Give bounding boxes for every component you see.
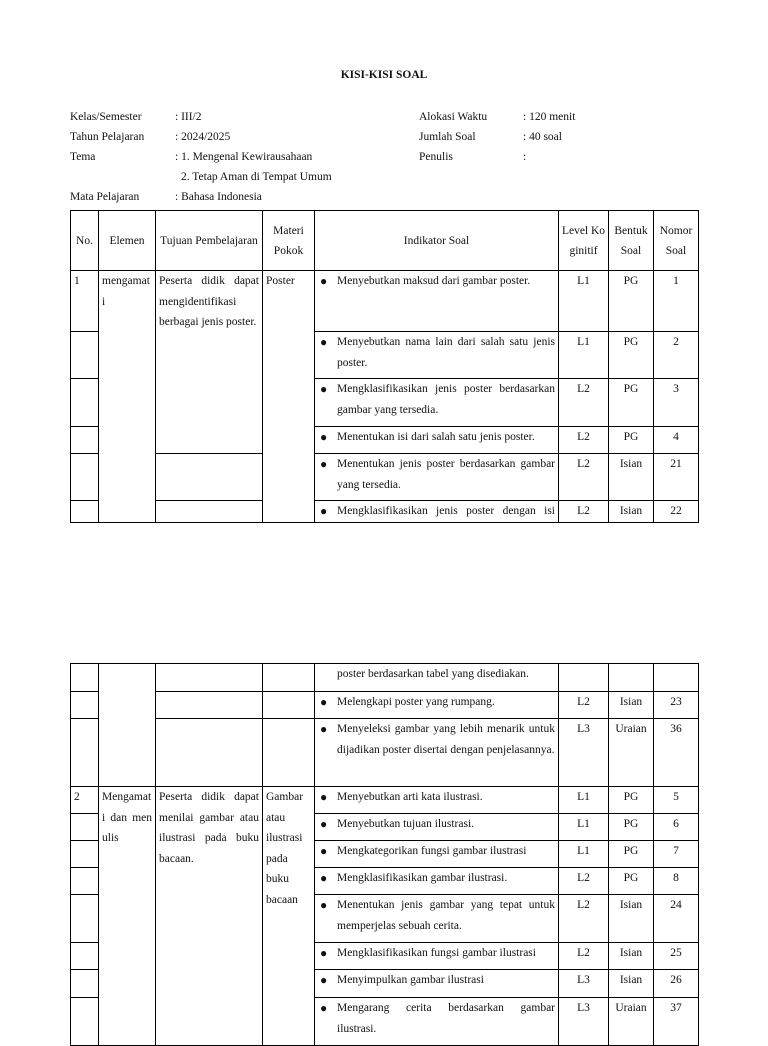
level-cell: L1 xyxy=(559,332,609,379)
nomor-cell: 24 xyxy=(654,895,699,943)
nomor-cell: 26 xyxy=(654,970,699,998)
bentuk-cell: PG xyxy=(609,271,654,332)
tahun-value: : 2024/2025 xyxy=(175,131,231,143)
tema-label: Tema xyxy=(70,151,96,163)
bullet-icon: ● xyxy=(320,871,328,885)
bullet-icon: ● xyxy=(320,430,328,444)
bentuk-cell: PG xyxy=(609,868,654,895)
nomor-cell: 1 xyxy=(654,271,699,332)
nomor-cell: 5 xyxy=(654,787,699,814)
table-row xyxy=(71,787,699,814)
row-elemen: mengamati xyxy=(99,271,156,523)
jumlah-label: Jumlah Soal xyxy=(419,131,476,143)
bullet-icon: ● xyxy=(320,335,328,349)
penulis-value: : xyxy=(523,151,527,163)
level-cell: L1 xyxy=(559,841,609,868)
kisi-table-page-2 xyxy=(70,663,699,1046)
nomor-cell: 6 xyxy=(654,814,699,841)
bullet-icon: ● xyxy=(320,973,328,987)
tema-value-2: 2. Tetap Aman di Tempat Umum xyxy=(181,171,332,183)
table-row xyxy=(71,664,699,692)
indikator-cell: ● Menyebutkan arti kata ilustrasi. xyxy=(315,787,559,814)
nomor-cell: 36 xyxy=(654,719,699,787)
bentuk-cell: Isian xyxy=(609,970,654,998)
bentuk-cell: PG xyxy=(609,332,654,379)
tema-value-1: : 1. Mengenal Kewirausahaan xyxy=(175,151,313,163)
nomor-cell: 23 xyxy=(654,692,699,719)
row-no: 2 xyxy=(71,787,99,814)
level-cell: L2 xyxy=(559,868,609,895)
bentuk-cell: Isian xyxy=(609,454,654,501)
level-cell: L1 xyxy=(559,271,609,332)
indikator-cell: ● Menentukan isi dari salah satu jenis poster. xyxy=(315,427,559,454)
level-cell: L2 xyxy=(559,427,609,454)
indikator-cell: ● Menyebutkan tujuan ilustrasi. xyxy=(315,814,559,841)
nomor-cell: 21 xyxy=(654,454,699,501)
indikator-cell: ● Menyimpulkan gambar ilustrasi xyxy=(315,970,559,998)
header-level: Level Koginitif xyxy=(559,211,609,271)
indikator-cell: ● Menyeleksi gambar yang lebih menarik untuk dijadikan poster disertai dengan penjelasannya. xyxy=(315,719,559,787)
header-elemen: Elemen xyxy=(99,211,156,271)
table-row xyxy=(71,692,699,719)
level-cell: L2 xyxy=(559,501,609,523)
kelas-value: : III/2 xyxy=(175,111,202,123)
bentuk-cell: PG xyxy=(609,379,654,427)
level-cell: L2 xyxy=(559,895,609,943)
nomor-cell: 25 xyxy=(654,943,699,970)
nomor-cell: 4 xyxy=(654,427,699,454)
row-tujuan: Peserta didik dapat mengidentifikasi berbagai jenis poster. xyxy=(156,271,263,454)
header-nomor: Nomor Soal xyxy=(654,211,699,271)
nomor-cell: 2 xyxy=(654,332,699,379)
indikator-cell: ● Mengkategorikan fungsi gambar ilustrasi xyxy=(315,841,559,868)
level-cell: L2 xyxy=(559,943,609,970)
indikator-continuation: poster berdasarkan tabel yang disediakan. xyxy=(315,664,559,692)
table-row xyxy=(71,719,699,787)
bentuk-cell: Uraian xyxy=(609,719,654,787)
nomor-cell: 3 xyxy=(654,379,699,427)
level-cell: L3 xyxy=(559,970,609,998)
nomor-cell: 7 xyxy=(654,841,699,868)
header-materi: Materi Pokok xyxy=(263,211,315,271)
kelas-label: Kelas/Semester xyxy=(70,111,142,123)
table-row xyxy=(71,454,699,501)
indikator-cell: ● Mengklasifikasikan jenis poster berdasarkan gambar yang tersedia. xyxy=(315,379,559,427)
bullet-icon: ● xyxy=(320,790,328,804)
bullet-icon: ● xyxy=(320,695,328,709)
header-indikator: Indikator Soal xyxy=(315,211,559,271)
bentuk-cell: PG xyxy=(609,787,654,814)
bentuk-cell: Isian xyxy=(609,501,654,523)
row-materi: Gambar atau ilustrasi pada buku bacaan xyxy=(263,787,315,1046)
bentuk-cell: Isian xyxy=(609,895,654,943)
indikator-cell: ● Mengklasifikasikan gambar ilustrasi. xyxy=(315,868,559,895)
jumlah-value: : 40 soal xyxy=(523,131,562,143)
bentuk-cell: Isian xyxy=(609,943,654,970)
nomor-cell: 22 xyxy=(654,501,699,523)
bentuk-cell: PG xyxy=(609,814,654,841)
level-cell: L2 xyxy=(559,454,609,501)
bullet-icon: ● xyxy=(320,274,328,288)
mapel-value: : Bahasa Indonesia xyxy=(175,191,262,203)
indikator-cell: ● Mengklasifikasikan jenis poster dengan isi xyxy=(315,501,559,523)
document-meta xyxy=(0,0,768,210)
table-row xyxy=(71,501,699,523)
indikator-cell: ● Menentukan jenis gambar yang tepat untuk memperjelas sebuah cerita. xyxy=(315,895,559,943)
page-title: KISI-KISI SOAL xyxy=(340,69,428,81)
header-no: No. xyxy=(71,211,99,271)
row-no: 1 xyxy=(71,271,99,332)
bentuk-cell: PG xyxy=(609,427,654,454)
tahun-label: Tahun Pelajaran xyxy=(70,131,145,143)
bullet-icon: ● xyxy=(320,817,328,831)
level-cell: L1 xyxy=(559,814,609,841)
mapel-label: Mata Pelajaran xyxy=(70,191,140,203)
bullet-icon: ● xyxy=(320,457,328,471)
row-tujuan: Peserta didik dapat menilai gambar atau ilustrasi pada buku bacaan. xyxy=(156,787,263,1046)
nomor-cell: 8 xyxy=(654,868,699,895)
table-row xyxy=(71,271,699,332)
bullet-icon: ● xyxy=(320,504,328,518)
bullet-icon: ● xyxy=(320,382,328,396)
bullet-icon: ● xyxy=(320,898,328,912)
level-cell: L1 xyxy=(559,787,609,814)
bullet-icon: ● xyxy=(320,1001,328,1015)
level-cell: L3 xyxy=(559,719,609,787)
indikator-cell: ● Melengkapi poster yang rumpang. xyxy=(315,692,559,719)
alokasi-value: : 120 menit xyxy=(523,111,576,123)
indikator-cell: ● Menyebutkan maksud dari gambar poster. xyxy=(315,271,559,332)
row-materi: Poster xyxy=(263,271,315,523)
header-bentuk: Bentuk Soal xyxy=(609,211,654,271)
header-tujuan: Tujuan Pembelajaran xyxy=(156,211,263,271)
level-cell: L2 xyxy=(559,379,609,427)
nomor-cell: 37 xyxy=(654,998,699,1046)
indikator-cell: ● Mengarang cerita berdasarkan gambar ilustrasi. xyxy=(315,998,559,1046)
level-cell: L3 xyxy=(559,998,609,1046)
indikator-cell: ● Menyebutkan nama lain dari salah satu jenis poster. xyxy=(315,332,559,379)
row-elemen: Mengamati dan menulis xyxy=(99,787,156,1046)
penulis-label: Penulis xyxy=(419,151,453,163)
bullet-icon: ● xyxy=(320,946,328,960)
kisi-table-page-1 xyxy=(70,210,699,523)
bentuk-cell: Uraian xyxy=(609,998,654,1046)
bullet-icon: ● xyxy=(320,722,328,736)
table-header-row xyxy=(71,211,699,271)
bullet-icon: ● xyxy=(320,844,328,858)
alokasi-label: Alokasi Waktu xyxy=(419,111,488,123)
indikator-cell: ● Menentukan jenis poster berdasarkan gambar yang tersedia. xyxy=(315,454,559,501)
bentuk-cell: PG xyxy=(609,841,654,868)
level-cell: L2 xyxy=(559,692,609,719)
bentuk-cell: Isian xyxy=(609,692,654,719)
indikator-cell: ● Mengklasifikasikan fungsi gambar ilustrasi xyxy=(315,943,559,970)
